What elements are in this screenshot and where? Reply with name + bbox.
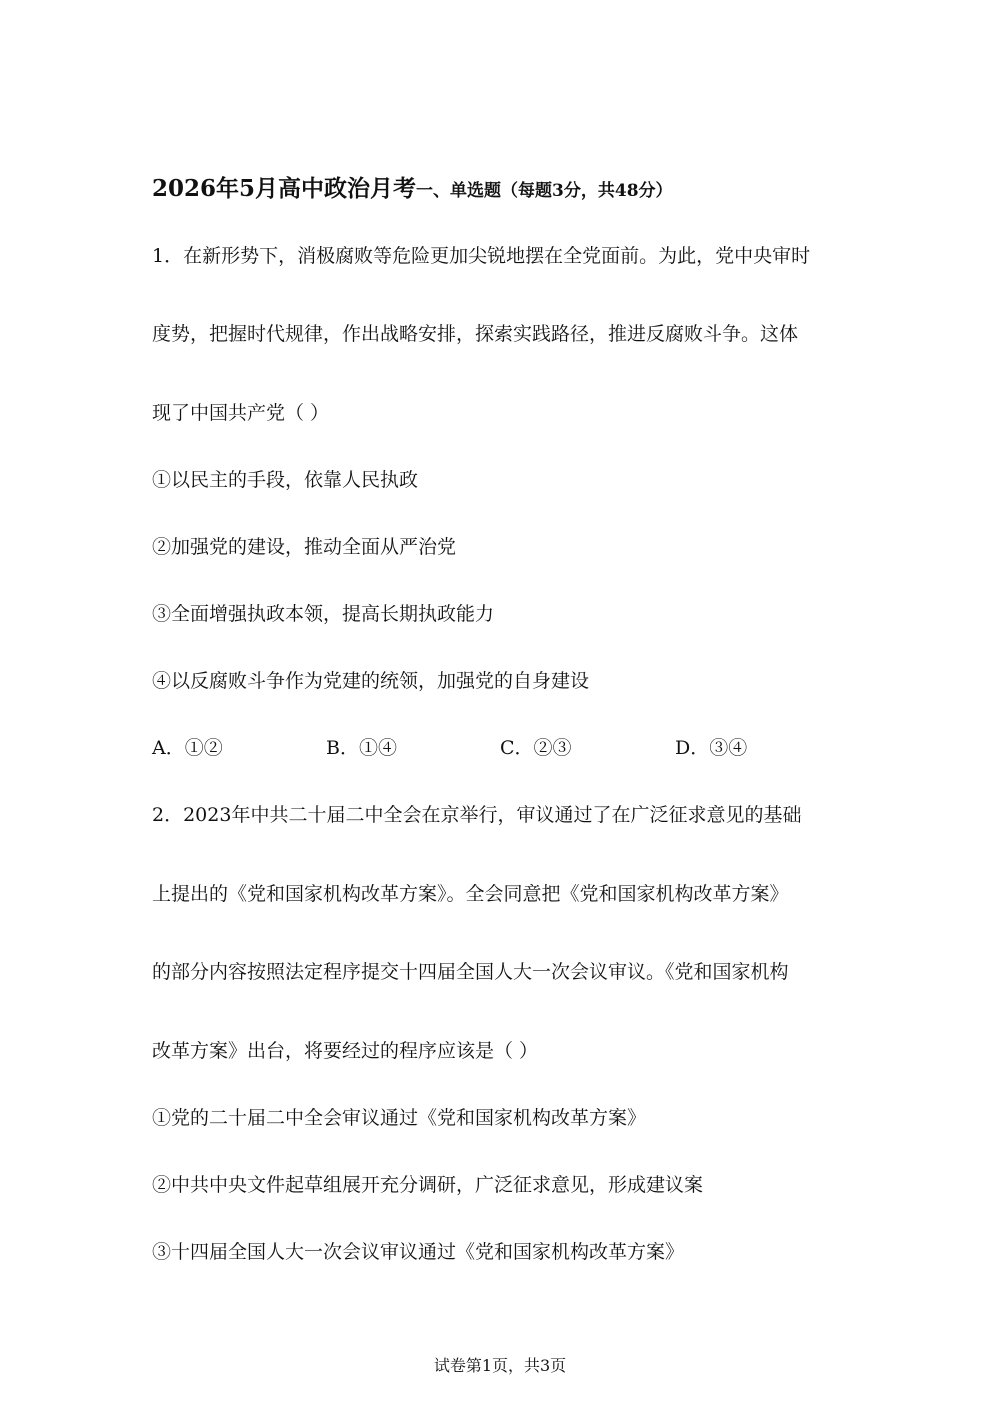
- q2-item-3: ③十四届全国人大一次会议审议通过《党和国家机构改革方案》: [152, 1241, 685, 1263]
- q1-option-c: C．②③: [500, 737, 572, 759]
- q1-item-1: ①以民主的手段，依靠人民执政: [152, 469, 419, 491]
- q1-option-a: A．①②: [152, 737, 223, 759]
- page-title: [152, 170, 673, 203]
- q1-item-2: ②加强党的建设，推动全面从严治党: [152, 536, 457, 558]
- q1-stem-line-1: 1．在新形势下，消极腐败等危险更加尖锐地摆在全党面前。为此，党中央审时: [152, 245, 811, 267]
- section-heading: 一、单选题（每题3分，共48分）: [416, 181, 673, 201]
- q2-item-1: ①党的二十届二中全会审议通过《党和国家机构改革方案》: [152, 1107, 647, 1129]
- q2-stem-line-1: 2．2023年中共二十届二中全会在京举行，审议通过了在广泛征求意见的基础: [152, 804, 802, 826]
- q2-stem-line-4: 改革方案》出台，将要经过的程序应该是（ ）: [152, 1040, 539, 1062]
- q1-item-4: ④以反腐败斗争作为党建的统领，加强党的自身建设: [152, 670, 590, 692]
- page-footer: 试卷第1页，共3页: [433, 1356, 567, 1375]
- exam-title: 2026年5月高中政治月考: [152, 175, 417, 202]
- q1-item-3: ③全面增强执政本领，提高长期执政能力: [152, 603, 495, 625]
- q2-stem-line-2: 上提出的《党和国家机构改革方案》。全会同意把《党和国家机构改革方案》: [152, 883, 789, 905]
- q1-option-b: B．①④: [326, 737, 397, 759]
- q2-item-2: ②中共中央文件起草组展开充分调研，广泛征求意见，形成建议案: [152, 1174, 704, 1196]
- q1-stem-line-2: 度势，把握时代规律，作出战略安排，探索实践路径，推进反腐败斗争。这体: [152, 323, 799, 345]
- q2-stem-line-3: 的部分内容按照法定程序提交十四届全国人大一次会议审议。《党和国家机构: [152, 961, 789, 983]
- q1-stem-line-3: 现了中国共产党（ ）: [152, 402, 330, 424]
- q1-option-d: D．③④: [675, 737, 748, 759]
